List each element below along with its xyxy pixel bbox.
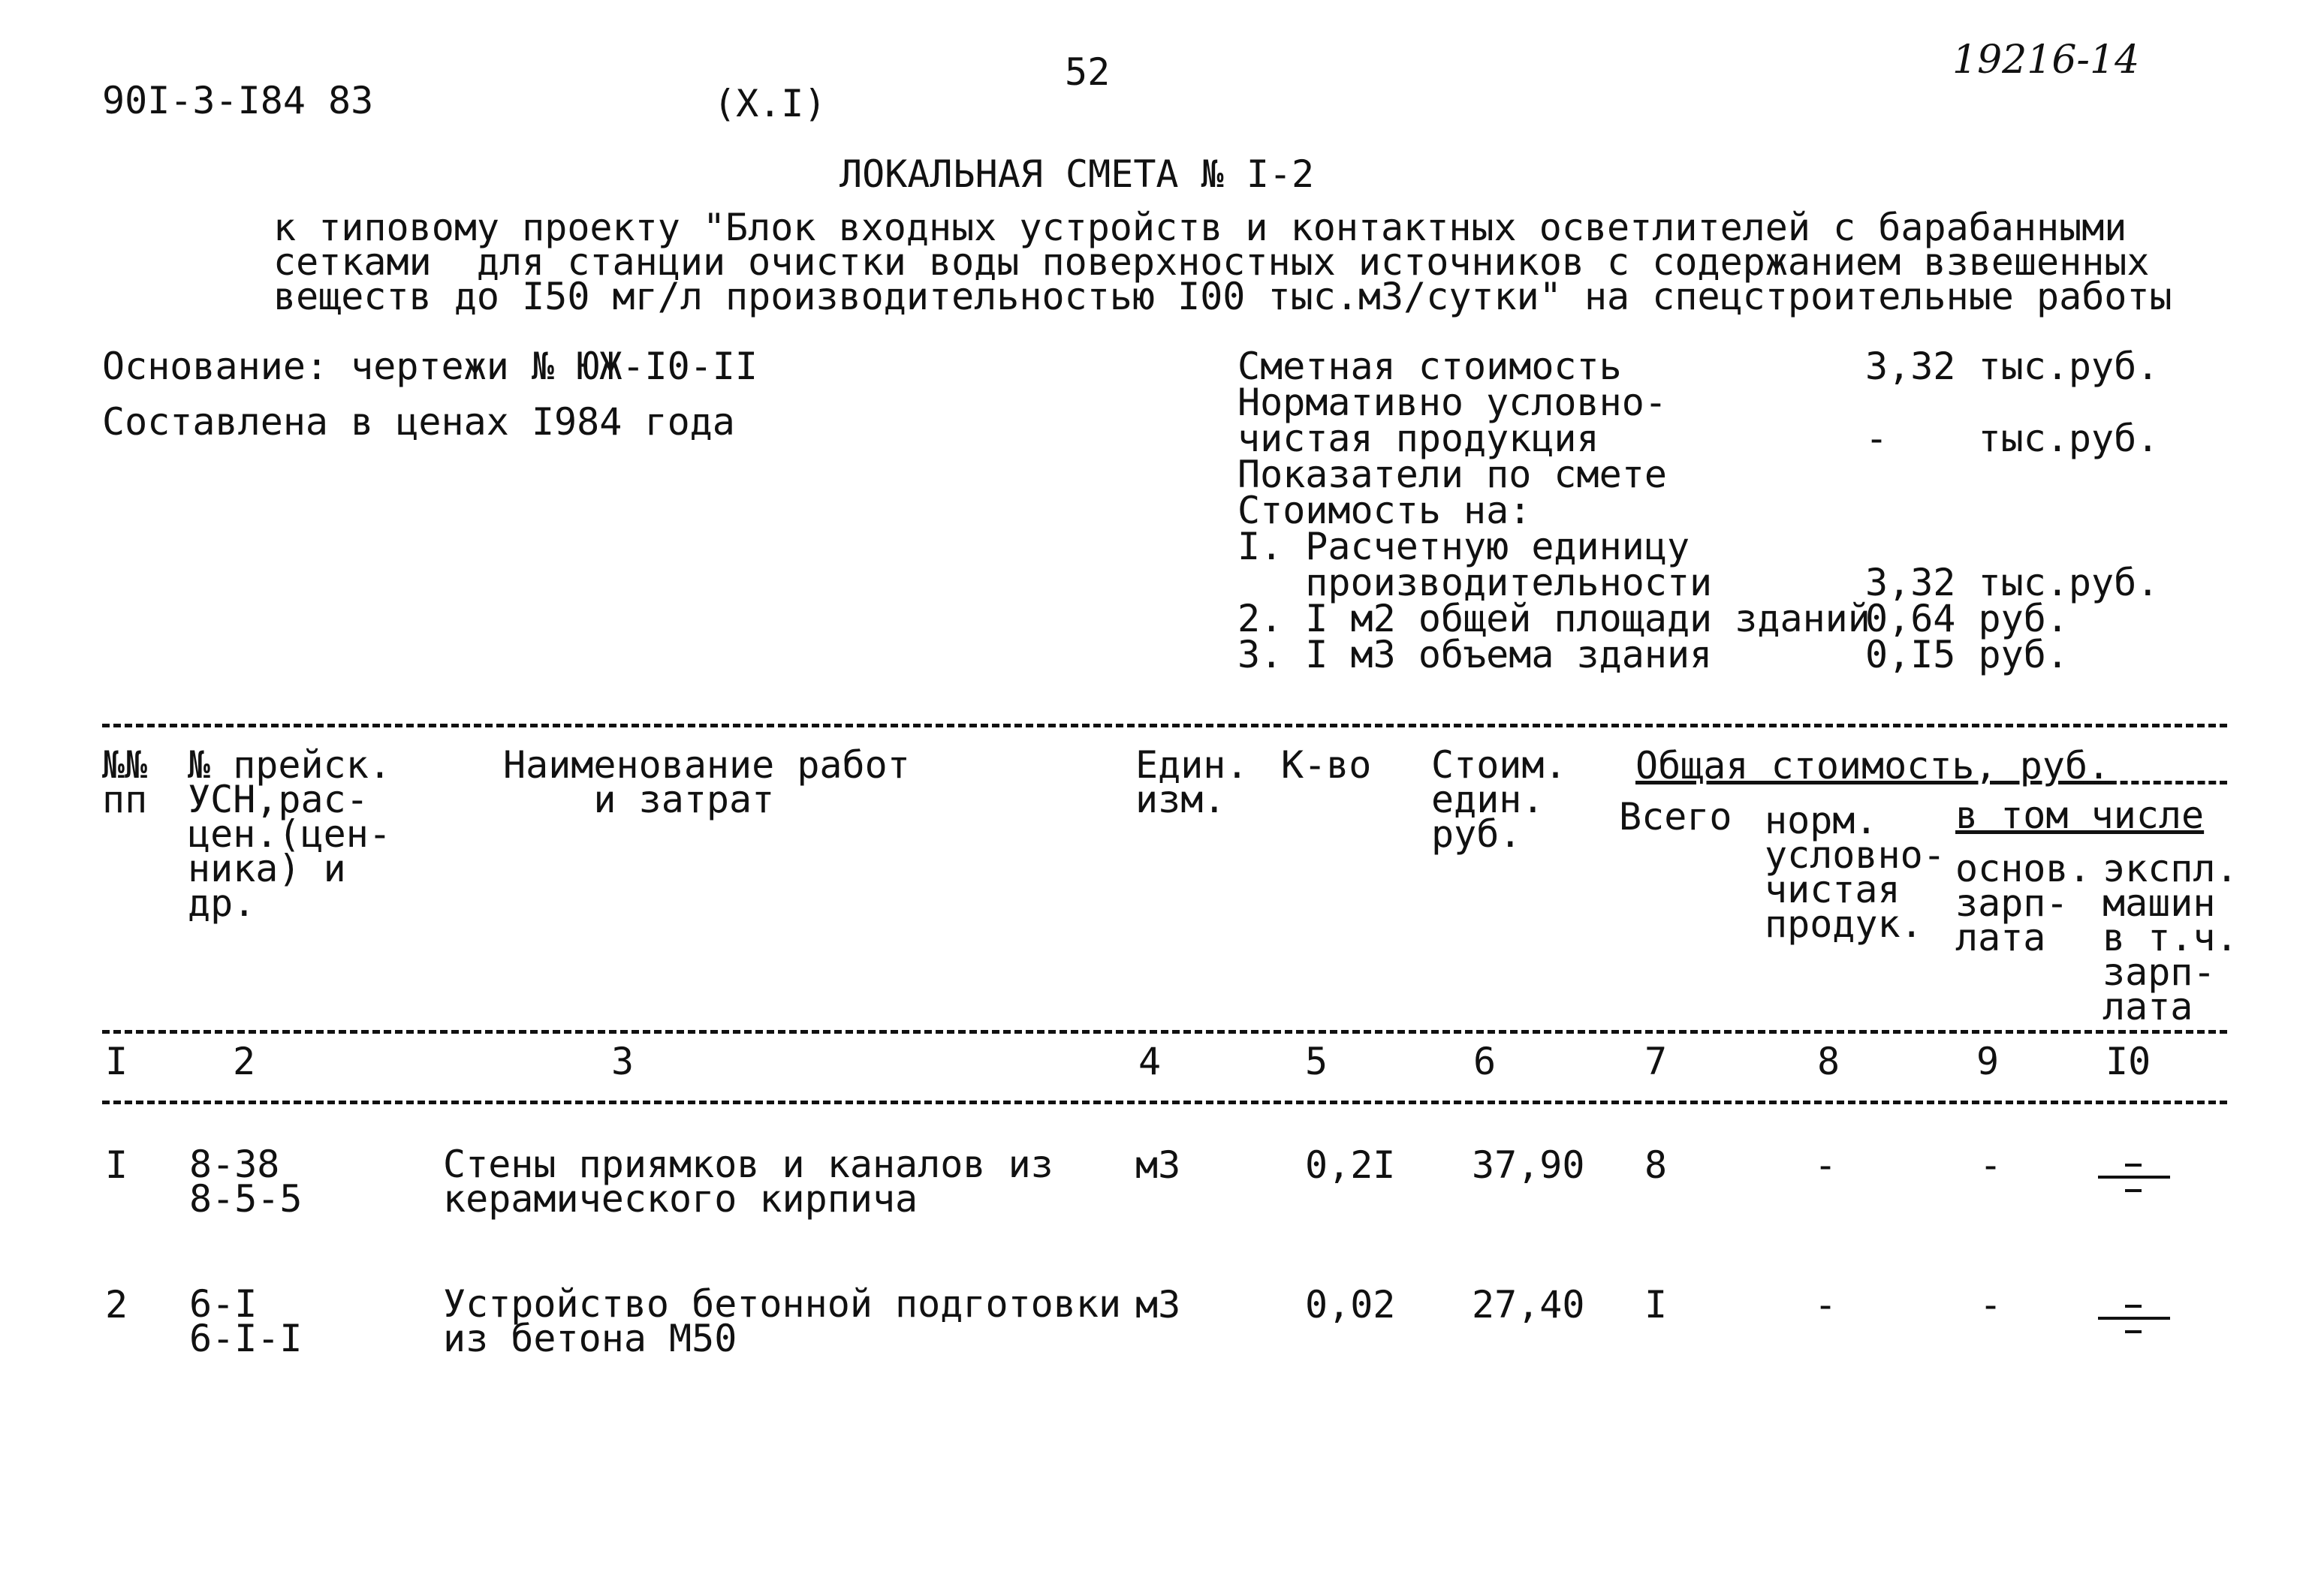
- indicators-label: Показатели по смете: [1237, 453, 1667, 496]
- table-row-2-wage: -: [1979, 1283, 2003, 1326]
- column-number-1: I: [105, 1040, 128, 1083]
- table-row-1-wage: -: [1979, 1143, 2003, 1187]
- normative-label-1: Нормативно условно-: [1237, 381, 1667, 424]
- table-row-2-name: Устройство бетонной подготовки из бетона М50: [443, 1282, 1122, 1360]
- column-number-4: 4: [1138, 1040, 1162, 1083]
- table-row-2-total: I: [1644, 1283, 1668, 1326]
- header-bottom-rule: [102, 1030, 2227, 1034]
- basis-drawings: Основание: чертежи № ЮЖ-I0-II: [102, 345, 758, 388]
- table-row-1-name: Стены приямков и каналов из керамического кирпича: [443, 1143, 1054, 1221]
- archive-number: 19216-14: [1952, 38, 2140, 83]
- header-group-total-cost: Общая стоимость, руб.: [1635, 744, 2111, 787]
- indicator-1-value: 3,32 тыс.руб.: [1865, 561, 2160, 604]
- table-row-1-unit: м3: [1135, 1143, 1181, 1187]
- document-subtitle: [273, 206, 2172, 318]
- subtitle-line-3: веществ до I50 мг/л производительностью I00 тыс.м3/сутки" на спецстроительные работы: [273, 275, 2172, 318]
- table-row-1-norm: -: [1814, 1143, 1837, 1187]
- indicator-1-label-2: производительности: [1237, 561, 1713, 604]
- page-number: 52: [1065, 50, 1111, 94]
- cost-for-label: Стоимость на:: [1237, 489, 1532, 532]
- column-number-6: 6: [1473, 1040, 1497, 1083]
- section-number: (X.I): [713, 82, 827, 125]
- column-number-3: 3: [611, 1040, 635, 1083]
- header-col-code: № прейск. УСН,рас- цен.(цен- ника) и др.: [188, 743, 391, 925]
- table-row-2-code: 6-I 6-I-I: [189, 1282, 303, 1360]
- table-row-1-total: 8: [1644, 1143, 1668, 1187]
- column-number-7: 7: [1644, 1040, 1668, 1083]
- indicator-3-value: 0,I5 руб.: [1865, 633, 2069, 676]
- header-col-name: Наименование работ и затрат: [503, 743, 910, 821]
- subtitle-line-1: к типовому проекту "Блок входных устройств и контактных осветлителей с барабанными: [273, 206, 2127, 249]
- column-number-10: I0: [2106, 1040, 2151, 1083]
- table-row-1-unit-cost: 37,90: [1472, 1143, 1585, 1187]
- header-col-unit-cost: Стоим. един. руб.: [1431, 743, 1567, 856]
- header-group-rule: [2065, 781, 2227, 784]
- document-title: ЛОКАЛЬНАЯ СМЕТА № I-2: [840, 152, 1315, 196]
- table-row-2-machines: [2098, 1305, 2170, 1335]
- indicator-2-label: 2. I м2 общей площади зданий: [1237, 597, 1870, 640]
- header-col-wage: основ. зарп- лата: [1955, 847, 2091, 959]
- table-top-rule: [102, 724, 2227, 727]
- indicator-2-value: 0,64 руб.: [1865, 597, 2069, 640]
- basis-prices: Составлена в ценах I984 года: [102, 400, 735, 444]
- table-row-1-num: I: [105, 1143, 128, 1187]
- table-row-1-machines: [2098, 1164, 2170, 1194]
- column-number-9: 9: [1976, 1040, 2000, 1083]
- column-number-2: 2: [233, 1040, 256, 1083]
- table-row-2-unit: м3: [1135, 1283, 1181, 1326]
- normative-value: - тыс.руб.: [1865, 417, 2160, 460]
- indicator-1-label-1: I. Расчетную единицу: [1237, 525, 1690, 568]
- doc-code: 90I-3-I84 83: [102, 79, 374, 122]
- table-row-1-code: 8-38 8-5-5: [189, 1143, 303, 1221]
- header-col-num: №№ пп: [102, 743, 148, 821]
- header-col-qty: К-во: [1281, 743, 1372, 787]
- estimated-cost-label: Сметная стоимость: [1237, 345, 1622, 388]
- table-row-2-norm: -: [1814, 1283, 1837, 1326]
- normative-label-2: чистая продукция: [1237, 417, 1599, 460]
- header-subgroup-including: в том числе: [1955, 793, 2205, 837]
- estimated-cost-value: 3,32 тыс.руб.: [1865, 345, 2160, 388]
- column-number-5: 5: [1305, 1040, 1328, 1083]
- header-col-norm: норм. условно- чистая продук.: [1765, 799, 1946, 946]
- column-number-8: 8: [1817, 1040, 1840, 1083]
- indicator-3-label: 3. I м3 объема здания: [1237, 633, 1713, 676]
- subtitle-line-2: сетками для станции очистки воды поверхностных источников с содержанием взвешенных: [273, 240, 2150, 284]
- header-col-machines: экспл. машин в т.ч. зарп- лата: [2103, 847, 2238, 1028]
- header-col-total: Всего: [1619, 795, 1732, 839]
- table-row-2-num: 2: [105, 1283, 128, 1326]
- table-row-1-qty: 0,2I: [1305, 1143, 1396, 1187]
- header-col-unit: Един. изм.: [1135, 743, 1249, 821]
- column-number-rule: [102, 1101, 2227, 1104]
- table-row-2-unit-cost: 27,40: [1472, 1283, 1585, 1326]
- table-row-2-qty: 0,02: [1305, 1283, 1396, 1326]
